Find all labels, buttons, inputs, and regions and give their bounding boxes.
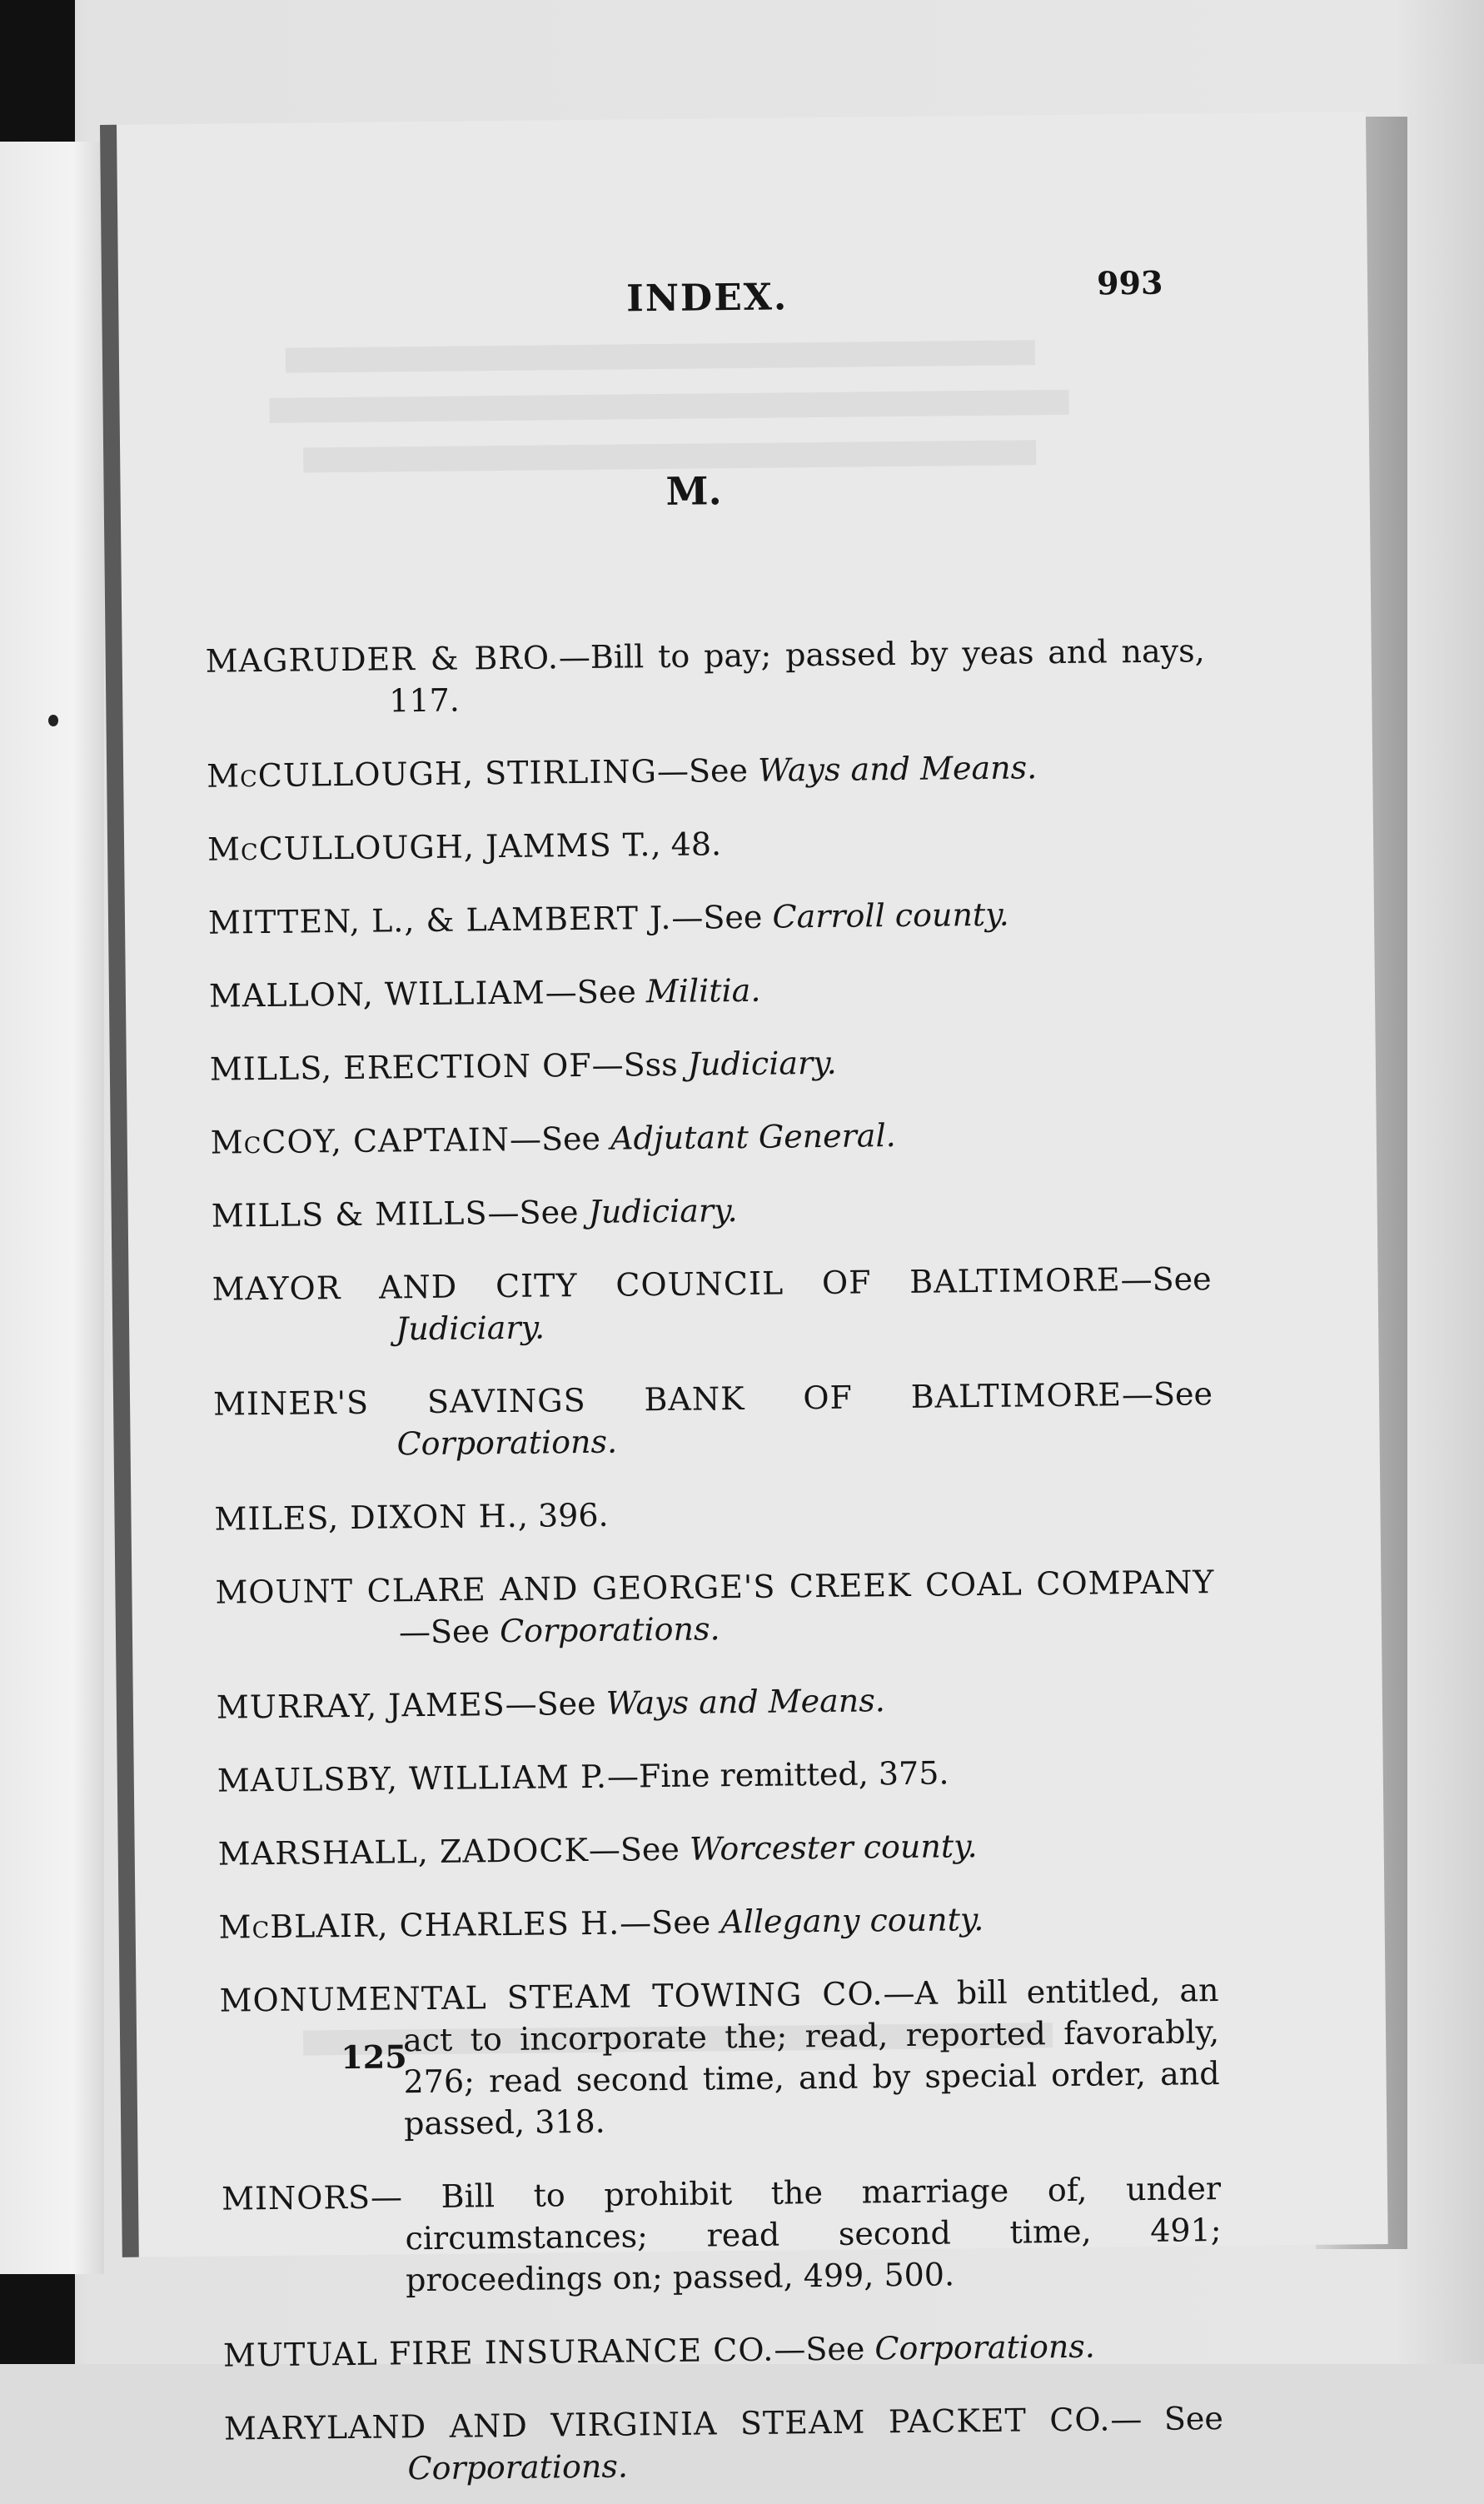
index-entry bbox=[208, 891, 1208, 944]
index-entry bbox=[209, 965, 1208, 1017]
entry-name: MAULSBY, WILLIAM P. bbox=[217, 1758, 608, 1799]
entry-text: —Sss bbox=[591, 1046, 688, 1084]
bleed-through-line bbox=[303, 440, 1036, 472]
entry-reference: Ways and Means. bbox=[606, 1682, 886, 1722]
index-entry bbox=[213, 1373, 1213, 1467]
entry-reference: Corporations. bbox=[396, 1424, 617, 1463]
bleed-through-line bbox=[269, 390, 1068, 423]
entry-reference: Judiciary. bbox=[687, 1045, 836, 1083]
entry-reference: Ways and Means. bbox=[758, 749, 1038, 789]
entry-reference: Corporations. bbox=[874, 2328, 1095, 2367]
entry-name: MILES, DIXON H. bbox=[214, 1498, 518, 1538]
entry-name: MILLS & MILLS bbox=[211, 1195, 487, 1234]
entry-name: MARYLAND AND VIRGINIA STEAM PACKET CO. bbox=[224, 2401, 1111, 2447]
page-number: 993 bbox=[1097, 264, 1163, 302]
signature-mark: 125 bbox=[341, 2038, 407, 2076]
entry-name: MITTEN, L., & LAMBERT J. bbox=[208, 900, 672, 941]
entry-name: McCULLOUGH, STIRLING bbox=[207, 753, 657, 795]
section-letter-heading: M. bbox=[665, 468, 721, 514]
entry-name: MAYOR AND CITY COUNCIL OF BALTIMORE bbox=[212, 1261, 1120, 1307]
bleed-through-line bbox=[286, 340, 1035, 372]
entry-text: — Bill to prohibit the marriage of, under circumstances; read second time, 491; proceedings on; passed, 499, 500. bbox=[371, 2170, 1222, 2298]
entry-reference: Adjutant General. bbox=[610, 1117, 896, 1157]
entry-name: McCOY, CAPTAIN bbox=[211, 1121, 510, 1161]
entry-name: McBLAIR, CHARLES H. bbox=[218, 1905, 620, 1946]
entry-name: MOUNT CLARE AND GEORGE'S CREEK COAL COMPANY bbox=[215, 1564, 1214, 1611]
index-entry-list bbox=[205, 630, 1223, 2502]
entry-text: —A bill entitled, an act to incorporate the; read, reported favorably, 276; read second time, and by special order, and passed, 318. bbox=[403, 1972, 1220, 2142]
entry-name: MALLON, WILLIAM bbox=[209, 974, 545, 1014]
index-entry bbox=[224, 2397, 1224, 2492]
entry-name: McCULLOUGH, JAMMS T. bbox=[207, 826, 651, 868]
entry-text: —See bbox=[487, 1194, 589, 1231]
entry-text: , 396. bbox=[518, 1497, 609, 1534]
entry-text: —See bbox=[671, 899, 773, 936]
book-page bbox=[100, 112, 1388, 2257]
entry-text: —See bbox=[657, 752, 759, 790]
entry-text: —See bbox=[510, 1120, 611, 1158]
entry-name: MILLS, ERECTION OF bbox=[210, 1047, 592, 1088]
entry-text: —Bill to pay; passed by yeas and nays, 117. bbox=[389, 632, 1205, 719]
entry-reference: Allegany county. bbox=[720, 1901, 984, 1940]
entry-text: —See bbox=[620, 1903, 721, 1941]
entry-reference: Judiciary. bbox=[396, 1309, 545, 1347]
entry-name: MINER'S SAVINGS BANK OF BALTIMORE bbox=[213, 1376, 1122, 1422]
index-entry bbox=[223, 2324, 1223, 2377]
entry-text: —See bbox=[505, 1685, 606, 1723]
index-entry bbox=[207, 745, 1206, 797]
facing-page-edge bbox=[0, 142, 104, 2274]
index-entry bbox=[205, 630, 1205, 724]
entry-text: —See bbox=[589, 1831, 690, 1868]
entry-text: —See bbox=[1122, 1375, 1213, 1413]
entry-reference: Carroll county. bbox=[772, 896, 1009, 935]
entry-reference: Worcester county. bbox=[690, 1828, 978, 1868]
entry-text: —See bbox=[774, 2330, 875, 2367]
running-head-title: INDEX. bbox=[626, 276, 788, 320]
index-entry bbox=[211, 1111, 1210, 1164]
entry-name: MURRAY, JAMES bbox=[217, 1686, 505, 1726]
index-entry bbox=[218, 1896, 1218, 1948]
entry-text: —Fine remitted, 375. bbox=[607, 1754, 949, 1794]
index-entry bbox=[214, 1488, 1213, 1540]
entry-name: MINORS bbox=[222, 2179, 371, 2217]
entry-name: MUTUAL FIRE INSURANCE CO. bbox=[223, 2332, 774, 2374]
entry-text: —See bbox=[545, 973, 647, 1010]
entry-reference: Corporations. bbox=[407, 2448, 628, 2487]
index-entry bbox=[210, 1038, 1209, 1090]
entry-reference: Militia. bbox=[646, 972, 761, 1010]
entry-name: MONUMENTAL STEAM TOWING CO. bbox=[219, 1975, 883, 2018]
index-entry bbox=[211, 1185, 1210, 1237]
index-entry bbox=[212, 1258, 1212, 1352]
entry-text: , 48. bbox=[650, 826, 721, 863]
index-entry bbox=[217, 1749, 1217, 1802]
entry-reference: Judiciary. bbox=[588, 1192, 737, 1230]
entry-text: —See bbox=[399, 1613, 500, 1650]
entry-name: MARSHALL, ZADOCK bbox=[218, 1832, 590, 1873]
ink-speck bbox=[48, 715, 58, 726]
index-entry bbox=[217, 1823, 1217, 1875]
index-entry bbox=[217, 1676, 1216, 1728]
index-entry bbox=[222, 2167, 1223, 2303]
entry-text: — See bbox=[1110, 2400, 1223, 2437]
entry-reference: Corporations. bbox=[500, 1610, 720, 1649]
index-entry bbox=[215, 1561, 1215, 1655]
entry-name: MAGRUDER & BRO. bbox=[206, 639, 560, 679]
index-entry bbox=[207, 818, 1207, 870]
entry-text: —See bbox=[1120, 1260, 1211, 1298]
